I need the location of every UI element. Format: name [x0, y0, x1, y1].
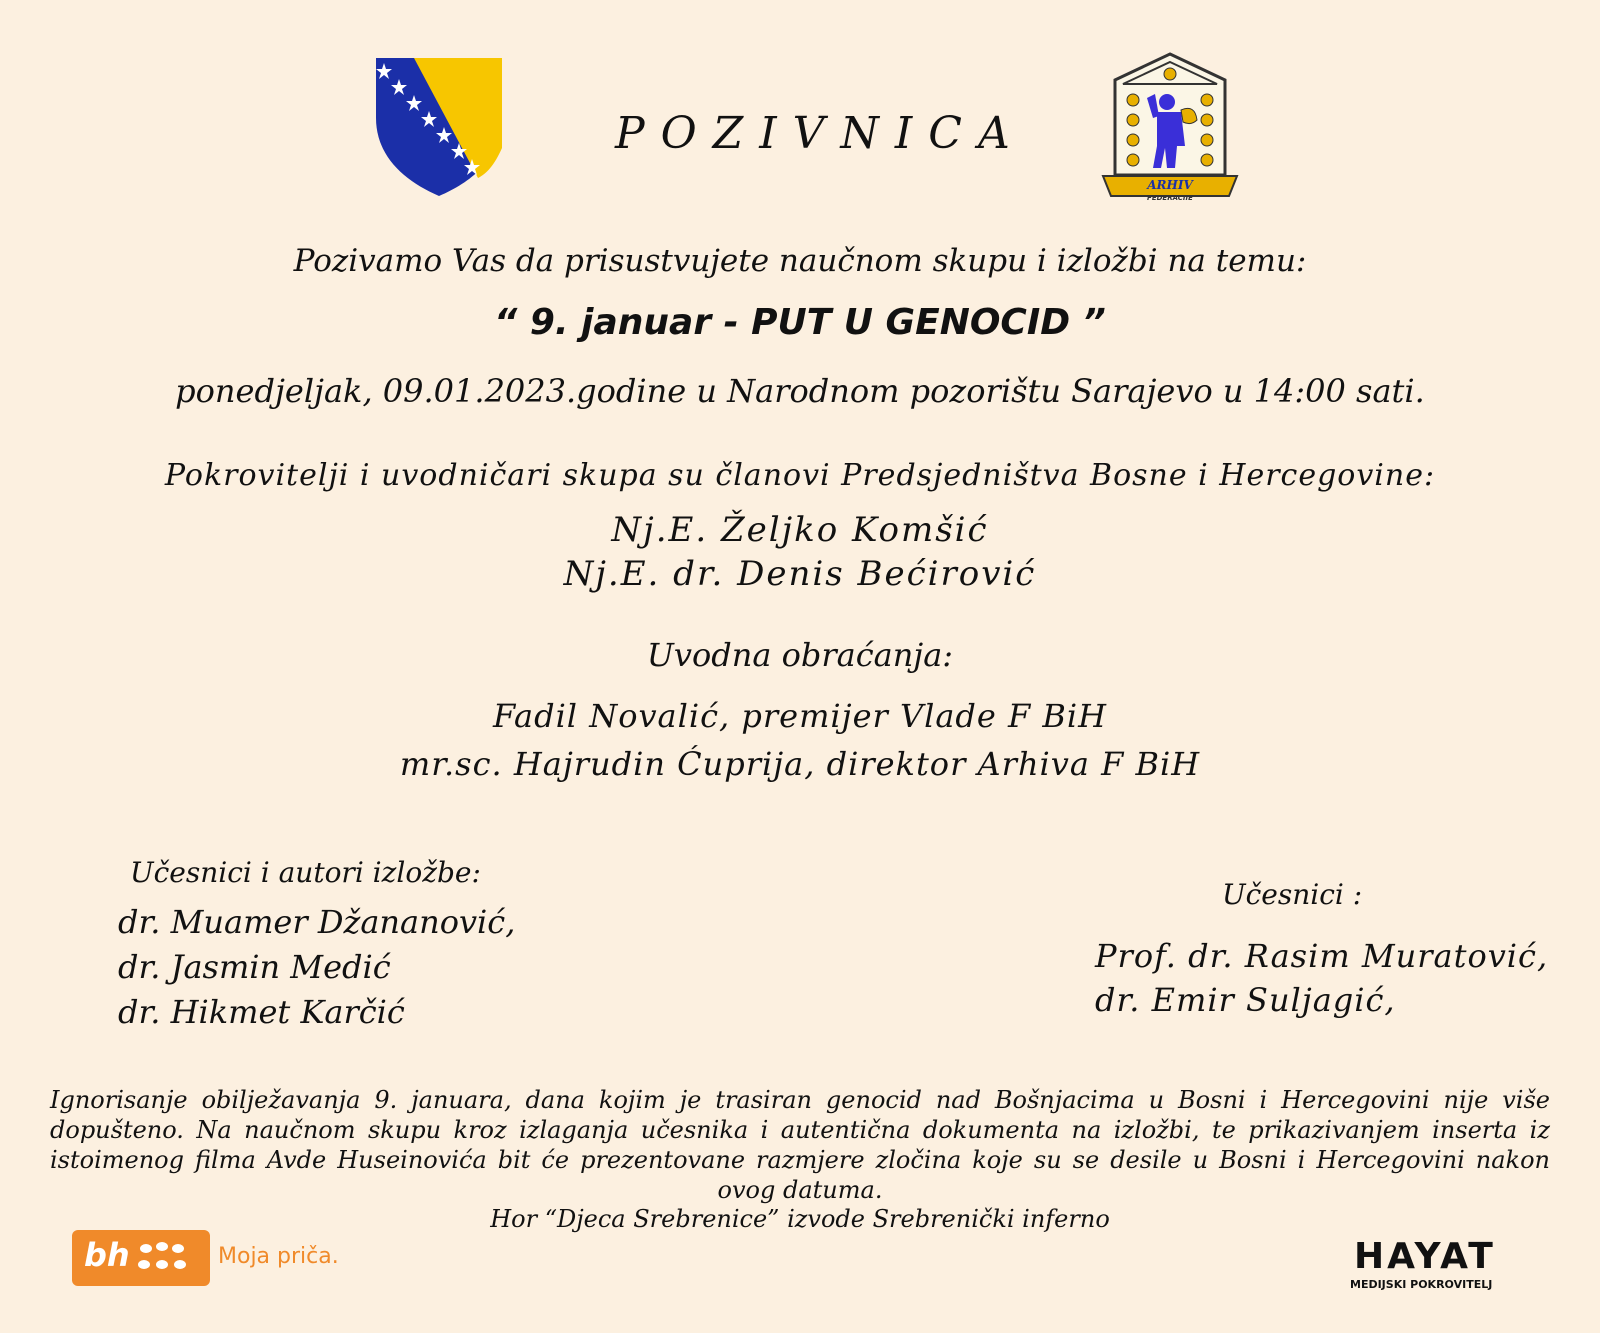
bh-mark	[72, 1230, 210, 1286]
hayat-logo	[1350, 1236, 1520, 1296]
bh-telecom-logo	[72, 1230, 342, 1288]
bh-tagline: Moja priča.	[218, 1244, 339, 1269]
dot-icon	[156, 1260, 168, 1269]
author-name: dr. Muamer Džananović,	[118, 903, 516, 941]
dot-icon	[172, 1244, 184, 1253]
archive-word: ARHIV	[1147, 178, 1193, 192]
author-name: dr. Jasmin Medić	[118, 948, 391, 986]
choir-note: Hor “Djeca Srebrenice” izvode Srebrenički inferno	[490, 1205, 1110, 1233]
authors-list	[118, 900, 515, 1035]
dot-icon	[140, 1244, 152, 1253]
patron-name: Nj.E. Željko Komšić	[611, 510, 989, 550]
hayat-name: HAYAT	[1354, 1236, 1496, 1277]
patron-name: Nj.E. dr. Denis Bećirović	[563, 554, 1037, 594]
page-title: POZIVNICA	[615, 108, 1026, 159]
archive-federation-logo	[1095, 50, 1245, 200]
participant-name: dr. Emir Suljagić,	[1095, 981, 1396, 1019]
dot-icon	[138, 1260, 150, 1269]
event-time: ponedjeljak, 09.01.2023.godine u Narodnom pozorištu Sarajevo u 14:00 sati.	[175, 372, 1425, 410]
patrons-heading: Pokrovitelji i uvodničari skupa su članovi Predsjedništva Bosne i Hercegovine:	[164, 458, 1436, 493]
archive-sub: FEDERACIJE	[1147, 194, 1193, 200]
invitation-intro: Pozivamo Vas da prisustvujete naučnom skupu i izložbi na temu:	[293, 243, 1307, 279]
bh-mark-text: bh	[84, 1236, 130, 1274]
author-name: dr. Hikmet Karčić	[118, 993, 405, 1031]
dot-icon	[156, 1242, 168, 1251]
authors-heading: Učesnici i autori izložbe:	[130, 856, 481, 889]
archive-emblem-icon	[1095, 50, 1245, 200]
participants-list	[1095, 934, 1548, 1022]
bih-coat-of-arms-icon	[374, 56, 504, 198]
opening-heading: Uvodna obraćanja:	[646, 636, 954, 674]
participant-name: Prof. dr. Rasim Muratović,	[1095, 937, 1549, 975]
speaker-name: Fadil Novalić, premijer Vlade F BiH	[492, 697, 1108, 735]
speaker-name: mr.sc. Hajrudin Ćuprija, direktor Arhiva F BiH	[399, 745, 1201, 783]
event-title: “ 9. januar - PUT U GENOCID ”	[494, 302, 1106, 343]
dot-icon	[174, 1260, 186, 1269]
hayat-subtitle: MEDIJSKI POKROVITELJ	[1350, 1278, 1493, 1291]
statement-paragraph: Ignorisanje obilježavanja 9. januara, dana kojim je trasiran genocid nad Bošnjacima u Bosni i Hercegovini nije više dopušteno. Na naučnom skupu kroz izlaganja učesnika i autentična dokumenta na izložbi, te prikazivanjem inserta iz istoimenog filma Avde Huseinovića bit će prezentovane razmjere zločina koje su se desile u Bosni i Hercegovini nakon ovog datuma.	[50, 1086, 1550, 1204]
participants-heading: Učesnici :	[1222, 878, 1363, 911]
